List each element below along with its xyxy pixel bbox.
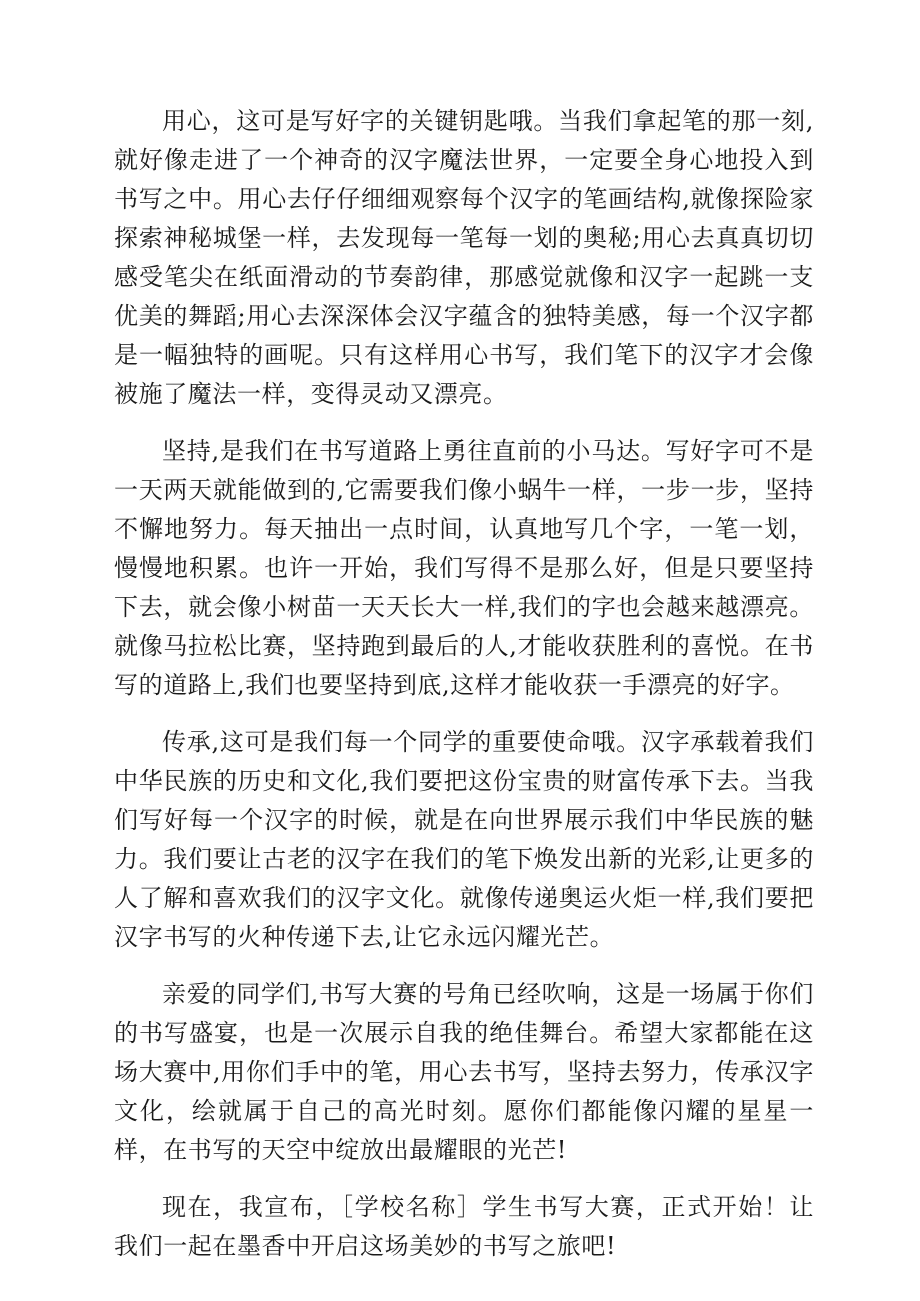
paragraph-inheritance: 传承,这可是我们每一个同学的重要使命哦。汉字承载着我们中华民族的历史和文化,我们要把这份宝贵的财富传承下去。当我们写好每一个汉字的时候，就是在向世界展示我们中华民族的魅力。我们要让古老的汉字在我们的笔下焕发出新的光彩,让更多的人了解和喜欢我们的汉字文化。就像传递奥运火炬一样,我们要把汉字书写的火种传递下去,让它永远闪耀光芒。 [114, 728, 814, 951]
paragraph-persistence: 坚持,是我们在书写道路上勇往直前的小马达。写好字可不是一天两天就能做到的,它需要我们像小蜗牛一样，一步一步，坚持不懈地努力。每天抽出一点时间，认真地写几个字，一笔一划，慢慢地积累。也许一开始，我们写得不是那么好，但是只要坚持下去，就会像小树苗一天天长大一样,我们的字也会越来越漂亮。就像马拉松比赛，坚持跑到最后的人,才能收获胜利的喜悦。在书写的道路上,我们也要坚持到底,这样才能收获一手漂亮的好字。 [114, 437, 814, 699]
paragraph-encouragement: 亲爱的同学们,书写大赛的号角已经吹响，这是一场属于你们的书写盛宴，也是一次展示自我的绝佳舞台。希望大家都能在这场大赛中,用你们手中的笔，用心去书写，坚持去努力，传承汉字文化，绘就属于自己的高光时刻。愿你们都能像闪耀的星星一样，在书写的天空中绽放出最耀眼的光芒! [114, 980, 814, 1164]
paragraph-announcement: 现在，我宣布，［学校名称］学生书写大赛，正式开始！让我们一起在墨香中开启这场美妙的书写之旅吧! [114, 1193, 814, 1260]
document-body [114, 102, 814, 1284]
paragraph-use-heart: 用心，这可是写好字的关键钥匙哦。当我们拿起笔的那一刻,就好像走进了一个神奇的汉字魔法世界，一定要全身心地投入到书写之中。用心去仔仔细细观察每个汉字的笔画结构,就像探险家探索神秘城堡一样，去发现每一笔每一划的奥秘;用心去真真切切感受笔尖在纸面滑动的节奏韵律，那感觉就像和汉字一起跳一支优美的舞蹈;用心去深深体会汉字蕴含的独特美感，每一个汉字都是一幅独特的画呢。只有这样用心书写，我们笔下的汉字才会像被施了魔法一样，变得灵动又漂亮。 [114, 107, 814, 408]
